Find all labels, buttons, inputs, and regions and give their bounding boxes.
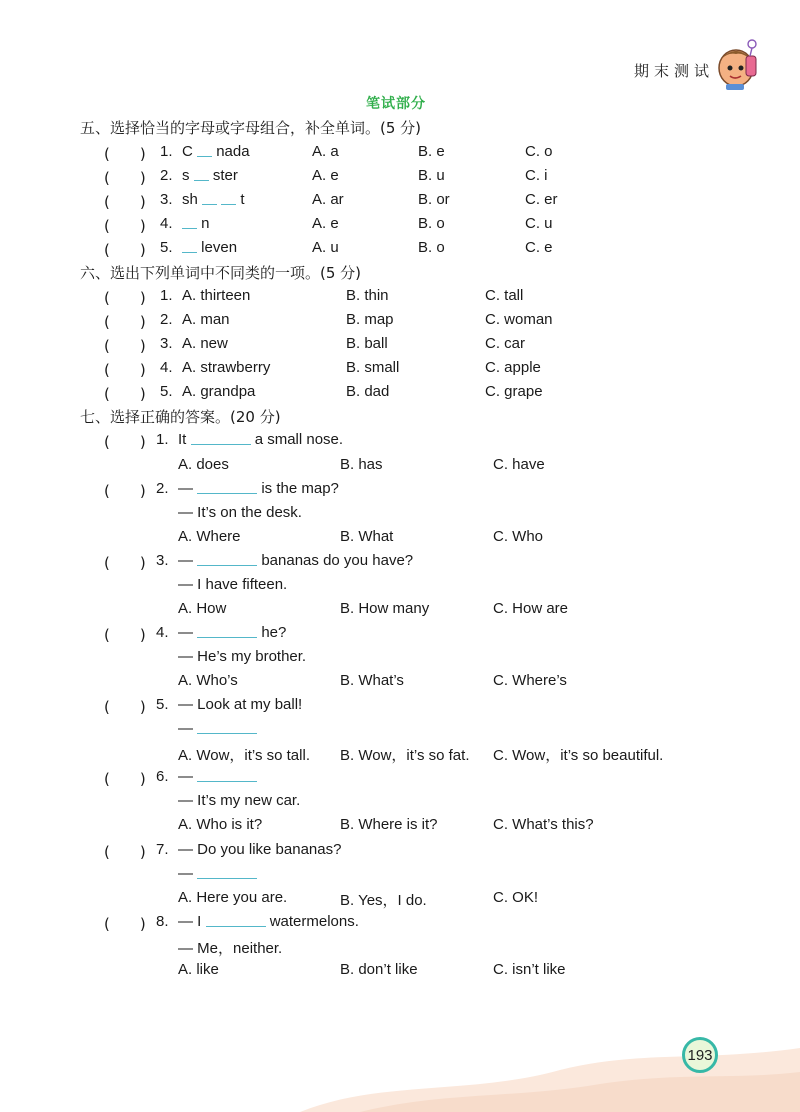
reply-line: — He’s my brother.: [178, 648, 307, 665]
item-number: 4.: [160, 215, 173, 232]
item-number: 3.: [156, 552, 169, 569]
item-number: 1.: [160, 143, 173, 160]
option-c: C. How are: [493, 600, 569, 617]
page-header-title: 期末测试: [634, 62, 715, 80]
cartoon-kid-with-backpack-icon: [712, 38, 758, 90]
item-number: 5.: [160, 239, 173, 256]
item-number: 1.: [156, 431, 169, 448]
option-c: C. tall: [485, 287, 524, 304]
option-b: B. e: [418, 143, 445, 160]
option-c: C. isn’t like: [493, 961, 566, 978]
item-number: 2.: [160, 311, 173, 328]
word-with-blank: n: [182, 215, 210, 232]
section-7-heading: 七、选择正确的答案。(20 分): [80, 408, 281, 426]
reply-line: — I have fifteen.: [178, 576, 288, 593]
reply-line: — It’s my new car.: [178, 792, 301, 809]
answer-parentheses[interactable]: ( ): [104, 145, 146, 163]
option-b: B. map: [346, 311, 394, 328]
option-c: C. What’s this?: [493, 816, 594, 833]
option-c: C. i: [525, 167, 548, 184]
item-number: 3.: [160, 191, 173, 208]
option-c: C. Who: [493, 528, 544, 545]
answer-parentheses[interactable]: ( ): [104, 289, 146, 307]
item-number: 2.: [160, 167, 173, 184]
option-a: A. Who’s: [178, 672, 238, 689]
option-c: C. Wow，it’s so beautiful.: [493, 747, 664, 764]
section-6-heading: 六、选出下列单词中不同类的一项。(5 分): [80, 264, 362, 282]
option-c: C. woman: [485, 311, 553, 328]
option-a: A. u: [312, 239, 339, 256]
option-c: C. Where’s: [493, 672, 567, 689]
option-c: C. grape: [485, 383, 543, 400]
answer-parentheses[interactable]: ( ): [104, 482, 146, 500]
answer-parentheses[interactable]: ( ): [104, 241, 146, 259]
item-number: 4.: [160, 359, 173, 376]
reply-line: — It’s on the desk.: [178, 504, 302, 521]
option-b: B. has: [340, 456, 383, 473]
option-b: B. small: [346, 359, 400, 376]
option-a: A. grandpa: [182, 383, 256, 400]
answer-parentheses[interactable]: ( ): [104, 770, 146, 788]
question-sentence: — bananas do you have?: [178, 552, 414, 569]
section-caption: 笔试部分: [366, 96, 426, 112]
answer-parentheses[interactable]: ( ): [104, 626, 146, 644]
question-sentence: — Look at my ball!: [178, 696, 303, 713]
option-b: B. u: [418, 167, 445, 184]
option-b: B. What: [340, 528, 394, 545]
item-number: 5.: [156, 696, 169, 713]
option-c: C. u: [525, 215, 553, 232]
question-sentence: — he?: [178, 624, 287, 641]
option-c: C. OK!: [493, 889, 539, 906]
page-number-badge: 193: [682, 1037, 718, 1073]
option-b: B. Where is it?: [340, 816, 438, 833]
section-5-heading: 五、选择恰当的字母或字母组合，补全单词。(5 分): [80, 119, 422, 137]
option-b: B. Yes，I do.: [340, 892, 427, 909]
option-b: B. Wow，it’s so fat.: [340, 747, 470, 764]
option-b: B. or: [418, 191, 450, 208]
option-a: A. a: [312, 143, 339, 160]
answer-parentheses[interactable]: ( ): [104, 385, 146, 403]
item-number: 2.: [156, 480, 169, 497]
question-blank-line: —: [178, 768, 257, 785]
option-a: A. e: [312, 215, 339, 232]
answer-parentheses[interactable]: ( ): [104, 843, 146, 861]
word-with-blank: s ster: [182, 167, 238, 184]
option-b: B. don’t like: [340, 961, 418, 978]
answer-parentheses[interactable]: ( ): [104, 337, 146, 355]
item-number: 1.: [160, 287, 173, 304]
option-b: B. dad: [346, 383, 390, 400]
option-a: A. strawberry: [182, 359, 271, 376]
question-sentence: — Do you like bananas?: [178, 841, 342, 858]
item-number: 5.: [160, 383, 173, 400]
answer-parentheses[interactable]: ( ): [104, 217, 146, 235]
option-a: A. e: [312, 167, 339, 184]
reply-line: — Me，neither.: [178, 940, 283, 957]
option-a: A. thirteen: [182, 287, 251, 304]
option-c: C. e: [525, 239, 553, 256]
answer-parentheses[interactable]: ( ): [104, 193, 146, 211]
option-c: C. have: [493, 456, 545, 473]
option-a: A. like: [178, 961, 219, 978]
item-number: 7.: [156, 841, 169, 858]
item-number: 3.: [160, 335, 173, 352]
option-b: B. o: [418, 215, 445, 232]
answer-parentheses[interactable]: ( ): [104, 169, 146, 187]
reply-blank-line: —: [178, 720, 257, 737]
option-b: B. What’s: [340, 672, 404, 689]
answer-parentheses[interactable]: ( ): [104, 554, 146, 572]
word-with-blank: leven: [182, 239, 237, 256]
word-with-blank: C nada: [182, 143, 250, 160]
option-c: C. apple: [485, 359, 541, 376]
option-a: A. does: [178, 456, 229, 473]
option-a: A. How: [178, 600, 227, 617]
item-number: 4.: [156, 624, 169, 641]
reply-blank-line: —: [178, 865, 257, 882]
question-sentence: It a small nose.: [178, 431, 344, 448]
answer-parentheses[interactable]: ( ): [104, 915, 146, 933]
question-sentence: — I watermelons.: [178, 913, 359, 930]
item-number: 6.: [156, 768, 169, 785]
option-c: C. o: [525, 143, 553, 160]
answer-parentheses[interactable]: ( ): [104, 361, 146, 379]
option-a: A. Here you are.: [178, 889, 288, 906]
footer-wave-decoration: [0, 1000, 800, 1112]
option-b: B. o: [418, 239, 445, 256]
answer-parentheses[interactable]: ( ): [104, 698, 146, 716]
answer-parentheses[interactable]: ( ): [104, 313, 146, 331]
option-a: A. Where: [178, 528, 241, 545]
option-c: C. car: [485, 335, 526, 352]
option-b: B. ball: [346, 335, 388, 352]
option-a: A. new: [182, 335, 228, 352]
option-a: A. Who is it?: [178, 816, 263, 833]
option-c: C. er: [525, 191, 558, 208]
item-number: 8.: [156, 913, 169, 930]
word-with-blank: sh t: [182, 191, 245, 208]
answer-parentheses[interactable]: ( ): [104, 433, 146, 451]
option-b: B. thin: [346, 287, 389, 304]
option-a: A. ar: [312, 191, 344, 208]
option-a: A. man: [182, 311, 230, 328]
option-b: B. How many: [340, 600, 430, 617]
question-sentence: — is the map?: [178, 480, 339, 497]
option-a: A. Wow，it’s so tall.: [178, 747, 310, 764]
